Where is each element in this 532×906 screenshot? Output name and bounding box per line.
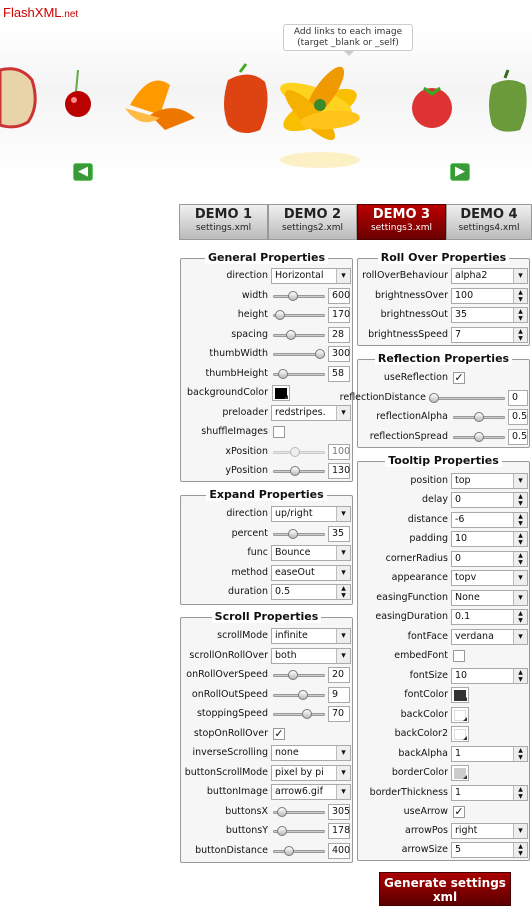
fontcolor-picker[interactable] <box>451 687 469 703</box>
select-value: up/right <box>275 508 313 519</box>
field-label: arrowPos <box>405 825 448 836</box>
field-label: scrollMode <box>217 630 268 641</box>
field-label: thumbHeight <box>205 368 268 379</box>
field-label: buttonsX <box>225 806 268 817</box>
distance-stepper[interactable] <box>451 512 528 528</box>
height-value[interactable]: 170 <box>328 307 350 323</box>
position-row <box>358 473 529 489</box>
tab-subtitle: settings.xml <box>195 223 252 233</box>
field-label: scrollOnRollOver <box>189 650 268 661</box>
field-label: appearance <box>391 572 448 583</box>
duration-row <box>181 584 352 600</box>
field-label: onRollOutSpeed <box>191 689 268 700</box>
brightnessspeed-stepper[interactable] <box>451 327 528 343</box>
backgroundcolor-row <box>181 385 352 401</box>
select-value: verdana <box>455 631 494 642</box>
arrow-right-icon: ▶ <box>455 164 465 179</box>
shuffleimages-checkbox[interactable] <box>273 426 285 438</box>
inversescrolling-select[interactable] <box>271 745 351 761</box>
arrowsize-stepper[interactable] <box>451 842 528 858</box>
field-label: brightnessOver <box>375 290 448 301</box>
yposition-value[interactable]: 130 <box>328 463 350 479</box>
field-label: shuffleImages <box>201 426 268 437</box>
stepper-arrows-icon[interactable]: ▲ ▼ <box>513 289 527 303</box>
cherry-image[interactable] <box>65 70 91 117</box>
borderthickness-row <box>358 785 529 801</box>
field-label: buttonDistance <box>195 845 268 856</box>
delay-row <box>358 492 529 508</box>
appearance-row <box>358 570 529 586</box>
stoppingspeed-value[interactable]: 70 <box>328 706 350 722</box>
cornerradius-stepper[interactable] <box>451 551 528 567</box>
stepper-value: 0 <box>455 553 462 564</box>
logo-suffix: .net <box>61 9 79 20</box>
arrowsize-row <box>358 842 529 858</box>
fontcolor-row <box>358 687 529 703</box>
select-value: redstripes. <box>275 407 326 418</box>
reflectiondistance-slider[interactable] <box>429 390 505 406</box>
stepper-arrows-icon[interactable]: ▲ ▼ <box>513 552 527 566</box>
tab-demo-4[interactable] <box>446 204 532 240</box>
select-value: Horizontal <box>275 270 324 281</box>
stepper-value: 1 <box>455 787 462 798</box>
reflectionspread-slider[interactable] <box>453 429 505 445</box>
field-label: embedFont <box>394 650 448 661</box>
image-tooltip <box>283 24 413 51</box>
fontsize-row <box>358 668 529 684</box>
field-label: arrowSize <box>401 844 448 855</box>
stepper-arrows-icon[interactable]: ▲ ▼ <box>513 610 527 624</box>
select-value: Bounce <box>275 547 311 558</box>
button-label-line-2: xml <box>432 890 458 904</box>
green-pepper-image[interactable] <box>489 70 527 132</box>
field-label: preloader <box>222 407 268 418</box>
red-pepper-image[interactable] <box>224 64 268 133</box>
backcolor-row <box>358 707 529 723</box>
tab-demo-3[interactable] <box>357 204 446 240</box>
buttonsx-slider[interactable] <box>273 804 325 820</box>
direction-row <box>181 268 352 284</box>
usearrow-row <box>358 804 529 820</box>
gallery-images <box>0 30 532 180</box>
onrolloverspeed-row <box>181 667 352 683</box>
brightnessspeed-row <box>358 327 529 343</box>
field-label: fontSize <box>409 670 448 681</box>
easingduration-stepper[interactable] <box>451 609 528 625</box>
tab-subtitle: settings3.xml <box>370 223 433 233</box>
func-select[interactable] <box>271 545 351 561</box>
buttondistance-row <box>181 843 352 859</box>
apple-image[interactable] <box>0 69 35 127</box>
width-value[interactable]: 600 <box>328 288 350 304</box>
onrolloutspeed-row <box>181 687 352 703</box>
fontface-select[interactable] <box>451 629 528 645</box>
field-label: backAlpha <box>398 748 448 759</box>
stepper-value: 0.1 <box>455 611 471 622</box>
field-label: useArrow <box>403 806 448 817</box>
thumbwidth-row <box>181 346 352 362</box>
field-label: rollOverBehaviour <box>362 270 448 281</box>
field-label: easingDuration <box>375 611 448 622</box>
height-row <box>181 307 352 323</box>
flashxml-logo[interactable] <box>3 5 78 20</box>
thumbheight-row <box>181 366 352 382</box>
stepper-arrows-icon[interactable]: ▲ ▼ <box>513 843 527 857</box>
backgroundcolor-picker[interactable] <box>272 385 290 401</box>
field-label: duration <box>228 586 268 597</box>
reflectionalpha-value[interactable]: 0.5 <box>508 409 528 425</box>
buttonsx-value[interactable]: 305 <box>328 804 350 820</box>
shuffleimages-row <box>181 424 352 440</box>
position-select[interactable] <box>451 473 528 489</box>
next-button[interactable] <box>450 163 470 181</box>
panel-title: Reflection Properties <box>375 352 512 365</box>
reflectionspread-value[interactable]: 0.5 <box>508 429 528 445</box>
field-label: backColor <box>400 709 448 720</box>
stepper-value: -6 <box>455 514 465 525</box>
yellow-peppers-image[interactable] <box>276 62 362 168</box>
buttonscrollmode-row <box>181 765 352 781</box>
arrowpos-select[interactable] <box>451 823 528 839</box>
stepper-arrows-icon[interactable]: ▲ ▼ <box>513 747 527 761</box>
field-label: brightnessOut <box>380 309 448 320</box>
inversescrolling-row <box>181 745 352 761</box>
field-label: backColor2 <box>394 728 448 739</box>
field-label: distance <box>407 514 448 525</box>
reflectiondistance-row <box>339 390 529 406</box>
bordercolor-row <box>358 765 529 781</box>
easingduration-row <box>358 609 529 625</box>
yposition-slider[interactable] <box>273 463 325 479</box>
buttonimage-row <box>181 784 352 800</box>
field-label: onRollOverSpeed <box>186 669 268 680</box>
stepper-value: 10 <box>455 670 468 681</box>
demo-tabs <box>179 204 532 240</box>
stoppingspeed-row <box>181 706 352 722</box>
spacing-value[interactable]: 28 <box>328 327 350 343</box>
scrollonrollover-row <box>181 648 352 664</box>
padding-row <box>358 531 529 547</box>
buttonimage-select[interactable] <box>271 784 351 800</box>
reflectionspread-row <box>358 429 529 445</box>
field-label: position <box>410 475 448 486</box>
general-properties-panel <box>180 251 353 482</box>
select-value: topv <box>455 572 477 583</box>
stepper-arrows-icon[interactable]: ▲ ▼ <box>513 669 527 683</box>
rollover-properties-panel <box>357 251 530 346</box>
stepper-arrows-icon[interactable]: ▲ ▼ <box>513 493 527 507</box>
field-label: inverseScrolling <box>192 747 268 758</box>
generate-settings-button[interactable] <box>379 872 511 906</box>
expand-properties-panel <box>180 488 353 605</box>
field-label: padding <box>409 533 448 544</box>
tooltip-properties-panel <box>357 454 530 861</box>
brightnessout-stepper[interactable] <box>451 307 528 323</box>
scroll-properties-panel <box>180 610 353 863</box>
field-label: delay <box>422 494 448 505</box>
scrollonrollover-select[interactable] <box>271 648 351 664</box>
select-value: both <box>275 650 297 661</box>
stepper-value: 35 <box>455 309 468 320</box>
scrollmode-select[interactable] <box>271 628 351 644</box>
borderthickness-stepper[interactable] <box>451 785 528 801</box>
select-value: arrow6.gif <box>275 786 323 797</box>
percent-value[interactable]: 35 <box>328 526 350 542</box>
tab-title: DEMO 3 <box>372 207 431 222</box>
yposition-row <box>181 463 352 479</box>
xposition-row <box>181 444 352 460</box>
field-label: reflectionDistance <box>339 392 426 403</box>
field-label: fontColor <box>404 689 448 700</box>
buttonsx-row <box>181 804 352 820</box>
width-slider[interactable] <box>273 288 325 304</box>
stepper-arrows-icon[interactable]: ▲ ▼ <box>336 585 350 599</box>
select-value: pixel by pi <box>275 767 324 778</box>
easingfunction-select[interactable] <box>451 590 528 606</box>
field-label: brightnessSpeed <box>368 329 448 340</box>
delay-stepper[interactable] <box>451 492 528 508</box>
stoponrollover-row <box>181 726 352 742</box>
stepper-arrows-icon[interactable]: ▲ ▼ <box>513 513 527 527</box>
buttonsy-row <box>181 823 352 839</box>
prev-button[interactable] <box>73 163 93 181</box>
backcolor2-row <box>358 726 529 742</box>
reflectionalpha-slider[interactable] <box>453 409 505 425</box>
buttonsy-slider[interactable] <box>273 823 325 839</box>
usereflection-checkbox[interactable]: ✓ <box>454 371 464 384</box>
select-value: infinite <box>275 630 308 641</box>
method-select[interactable] <box>271 565 351 581</box>
field-label: buttonsY <box>225 825 268 836</box>
stepper-value: 0 <box>455 494 462 505</box>
select-value: none <box>275 747 299 758</box>
logo-text: FlashXML <box>3 5 62 20</box>
fontface-row <box>358 629 529 645</box>
panel-title: Tooltip Properties <box>385 454 502 467</box>
tab-title: DEMO 2 <box>283 207 342 222</box>
stepper-value: 0.5 <box>275 586 291 597</box>
preloader-select[interactable] <box>271 405 351 421</box>
fontsize-stepper[interactable] <box>451 668 528 684</box>
easingfunction-row <box>358 590 529 606</box>
field-label: yPosition <box>225 465 268 476</box>
rolloverbehaviour-select[interactable] <box>451 268 528 284</box>
distance-row <box>358 512 529 528</box>
select-value: right <box>455 825 478 836</box>
tab-demo-2[interactable] <box>268 204 357 240</box>
field-label: borderThickness <box>369 787 448 798</box>
field-label: method <box>231 567 268 578</box>
brightnessover-row <box>358 288 529 304</box>
embedfont-row <box>358 648 529 664</box>
reflection-properties-panel <box>339 352 530 448</box>
tab-title: DEMO 1 <box>194 207 253 222</box>
expand-direction-select[interactable] <box>271 506 351 522</box>
usereflection-row <box>358 370 529 386</box>
onrolloverspeed-value[interactable]: 20 <box>328 667 350 683</box>
tooltip-line-2: (target _blank or _self) <box>297 38 399 48</box>
select-value: easeOut <box>275 567 315 578</box>
width-row <box>181 288 352 304</box>
brightnessout-row <box>358 307 529 323</box>
appearance-select[interactable] <box>451 570 528 586</box>
stepper-arrows-icon[interactable]: ▲ ▼ <box>513 308 527 322</box>
func-row <box>181 545 352 561</box>
select-value: None <box>455 592 480 603</box>
tab-subtitle: settings4.xml <box>458 223 520 233</box>
field-label: reflectionAlpha <box>376 411 448 422</box>
stepper-value: 10 <box>455 533 468 544</box>
thumbheight-slider[interactable] <box>273 366 325 382</box>
field-label: percent <box>231 528 268 539</box>
tomato-image[interactable] <box>412 88 452 128</box>
field-label: stopOnRollOver <box>193 728 268 739</box>
reflectiondistance-value[interactable]: 0 <box>508 390 528 406</box>
method-row <box>181 565 352 581</box>
direction-select[interactable] <box>271 268 351 284</box>
button-label-line-1: Generate settings <box>384 876 506 890</box>
field-label: cornerRadius <box>385 553 448 564</box>
rolloverbehaviour-row <box>358 268 529 284</box>
field-label: stoppingSpeed <box>196 708 268 719</box>
backcolor-picker[interactable] <box>451 707 469 723</box>
arrow-left-icon: ◀ <box>78 164 88 179</box>
field-label: direction <box>226 270 268 281</box>
field-label: easingFunction <box>376 592 448 603</box>
stoponrollover-checkbox[interactable]: ✓ <box>274 727 284 740</box>
field-label: useReflection <box>383 372 448 383</box>
field-label: buttonImage <box>206 786 268 797</box>
backalpha-row <box>358 746 529 762</box>
usearrow-checkbox[interactable]: ✓ <box>454 805 464 818</box>
field-label: fontFace <box>407 631 448 642</box>
stepper-value: 1 <box>455 748 462 759</box>
select-value: alpha2 <box>455 270 488 281</box>
spacing-slider[interactable] <box>273 327 325 343</box>
stepper-arrows-icon[interactable]: ▲ ▼ <box>513 532 527 546</box>
thumbwidth-slider[interactable] <box>273 346 325 362</box>
embedfont-checkbox[interactable] <box>453 650 465 662</box>
expand-direction-row <box>181 506 352 522</box>
orange-image[interactable] <box>125 81 195 131</box>
stoppingspeed-slider[interactable] <box>273 706 325 722</box>
stepper-value: 7 <box>455 329 462 340</box>
thumbheight-value[interactable]: 58 <box>328 366 350 382</box>
preloader-row <box>181 405 352 421</box>
duration-stepper[interactable] <box>271 584 351 600</box>
field-label: borderColor <box>391 767 448 778</box>
padding-stepper[interactable] <box>451 531 528 547</box>
field-label: buttonScrollMode <box>184 767 268 778</box>
backalpha-stepper[interactable] <box>451 746 528 762</box>
brightnessover-stepper[interactable] <box>451 288 528 304</box>
cornerradius-row <box>358 551 529 567</box>
percent-row <box>181 526 352 542</box>
onrolloverspeed-slider[interactable] <box>273 667 325 683</box>
scrollmode-row <box>181 628 352 644</box>
onrolloutspeed-value[interactable]: 9 <box>328 687 350 703</box>
tab-title: DEMO 4 <box>460 207 518 222</box>
height-slider[interactable] <box>273 307 325 323</box>
select-value: top <box>455 475 471 486</box>
tab-subtitle: settings2.xml <box>281 223 344 233</box>
spacing-row <box>181 327 352 343</box>
field-label: spacing <box>231 329 268 340</box>
percent-slider[interactable] <box>273 526 325 542</box>
stepper-arrows-icon[interactable]: ▲ ▼ <box>513 328 527 342</box>
panel-title: Roll Over Properties <box>378 251 509 264</box>
arrowpos-row <box>358 823 529 839</box>
field-label: reflectionSpread <box>369 431 448 442</box>
tab-demo-1[interactable] <box>179 204 268 240</box>
field-label: direction <box>226 508 268 519</box>
thumbwidth-value[interactable]: 300 <box>328 346 350 362</box>
buttondistance-value[interactable]: 400 <box>328 843 350 859</box>
bordercolor-picker[interactable] <box>451 765 469 781</box>
field-label: width <box>241 290 268 301</box>
buttonsy-value[interactable]: 178 <box>328 823 350 839</box>
stepper-value: 5 <box>455 844 462 855</box>
panel-title: General Properties <box>205 251 328 264</box>
stepper-arrows-icon[interactable]: ▲ ▼ <box>513 786 527 800</box>
field-label: xPosition <box>225 446 268 457</box>
onrolloutspeed-slider[interactable] <box>273 687 325 703</box>
buttondistance-slider[interactable] <box>273 843 325 859</box>
tooltip-line-1: Add links to each image <box>293 27 403 37</box>
xposition-slider[interactable] <box>273 444 325 460</box>
field-label: func <box>247 547 268 558</box>
field-label: backgroundColor <box>187 387 268 398</box>
field-label: height <box>237 309 268 320</box>
backcolor2-picker[interactable] <box>451 726 469 742</box>
reflectionalpha-row <box>358 409 529 425</box>
image-gallery <box>0 30 532 180</box>
panel-title: Scroll Properties <box>212 610 322 623</box>
buttonscrollmode-select[interactable] <box>271 765 351 781</box>
xposition-value[interactable]: 100 <box>328 444 350 460</box>
stepper-value: 100 <box>455 290 474 301</box>
field-label: thumbWidth <box>209 348 268 359</box>
panel-title: Expand Properties <box>206 488 326 501</box>
